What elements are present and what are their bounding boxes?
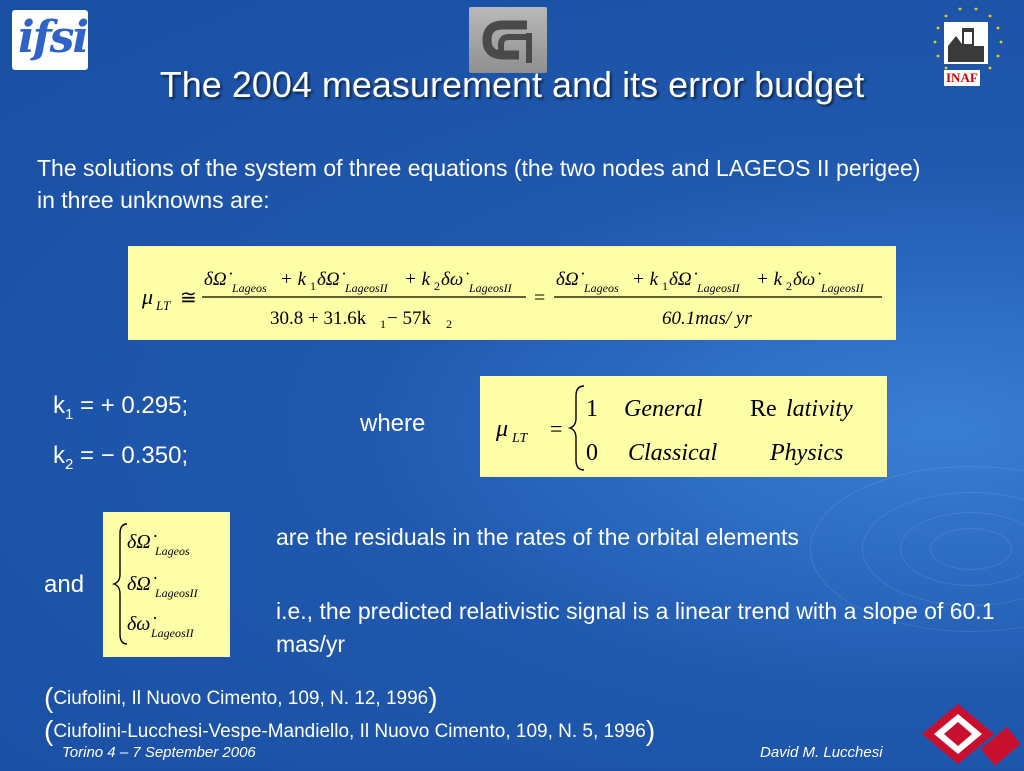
denominator-1-k1: 1 bbox=[380, 317, 386, 331]
mu-subscript: LT bbox=[512, 431, 528, 446]
numerator2-term-2-sub: LageosII bbox=[697, 281, 740, 295]
case-1-label-a: General bbox=[624, 396, 703, 422]
numerator2-term-1-sub: Lageos bbox=[584, 281, 619, 295]
denominator-1-k2: 2 bbox=[446, 317, 452, 331]
reference-1-text: Ciufolini, Il Nuovo Cimento, 109, N. 12, 1996 bbox=[53, 688, 429, 709]
inaf-logo-text: INAF bbox=[946, 70, 978, 85]
numerator2-term-3-sym: δω̇ bbox=[793, 269, 816, 290]
k2-letter: k bbox=[53, 442, 65, 469]
reference-2-text: Ciufolini-Lucchesi-Vespe-Mandiello, Il Nuovo Cimento, 109, N. 5, 1996 bbox=[53, 721, 646, 742]
numerator2-term-2-sym: δΩ̇ bbox=[669, 269, 692, 290]
approx-sign: ≅ bbox=[180, 287, 197, 309]
numerator2-term-2: + k bbox=[632, 269, 659, 290]
case-1-label-re: Re bbox=[750, 396, 777, 422]
numerator2-term-3-k: 2 bbox=[786, 279, 792, 293]
footer-author: David M. Lucchesi bbox=[760, 744, 883, 761]
numerator-term-2-sub: LageosII bbox=[345, 281, 388, 295]
numerator2-term-3-sub: LageosII bbox=[821, 281, 864, 295]
equals-sign: = bbox=[550, 416, 563, 441]
k2-value bbox=[53, 442, 188, 473]
residual-3: δω̇ bbox=[127, 613, 151, 635]
numerator-term-3-sub: LageosII bbox=[469, 281, 512, 295]
where-label: where bbox=[360, 410, 426, 437]
equation-residuals bbox=[103, 512, 230, 657]
residual-1-sub: Lageos bbox=[155, 544, 190, 558]
case-1-value: 1 bbox=[586, 396, 598, 422]
k2-subscript: 2 bbox=[65, 455, 74, 473]
numerator-term-2-sym: δΩ̇ bbox=[317, 269, 340, 290]
numerator-term-3-sym: δω̇ bbox=[441, 269, 464, 290]
ifsi-logo bbox=[12, 10, 88, 70]
equation-mu-lt-fraction bbox=[128, 246, 896, 340]
reference-1-close: ) bbox=[428, 682, 438, 713]
case-2-label-a: Classical bbox=[628, 440, 718, 466]
k1-number: = + 0.295; bbox=[73, 392, 189, 419]
k1-subscript: 1 bbox=[65, 405, 74, 423]
denominator-1: 30.8 + 31.6k bbox=[270, 308, 367, 329]
residual-3-sub: LageosII bbox=[151, 626, 194, 640]
footer-event: Torino 4 – 7 September 2006 bbox=[62, 744, 256, 761]
numerator2-term-2-k: 1 bbox=[662, 279, 668, 293]
equation-mu-lt-cases bbox=[480, 376, 887, 477]
k2-number: = − 0.350; bbox=[73, 442, 189, 469]
numerator-term-2: + k bbox=[280, 269, 307, 290]
reference-1 bbox=[44, 682, 438, 714]
slide-title: The 2004 measurement and its error budget bbox=[159, 64, 865, 105]
ifsi-logo-text: ifsi bbox=[18, 12, 88, 63]
numerator-term-2-k: 1 bbox=[310, 279, 316, 293]
residual-2: δΩ̇ bbox=[127, 573, 151, 595]
reference-1-open: ( bbox=[44, 682, 54, 713]
residual-1: δΩ̇ bbox=[127, 531, 151, 553]
reference-2-close: ) bbox=[645, 715, 656, 746]
numerator-term-1: δΩ̇ bbox=[204, 269, 227, 290]
intro-text: The solutions of the system of three equations (the two nodes and LAGEOS II perigee) in three unknowns are: bbox=[37, 155, 921, 213]
predicted-signal-text: i.e., the predicted relativistic signal is a linear trend with a slope of 60.1 mas/yr bbox=[276, 598, 995, 657]
case-2-label-b: Physics bbox=[770, 440, 844, 466]
residuals-text: are the residuals in the rates of the orbital elements bbox=[276, 524, 799, 550]
equals-sign: = bbox=[534, 287, 546, 309]
residual-2-sub: LageosII bbox=[155, 586, 198, 600]
numerator2-term-3: + k bbox=[756, 269, 783, 290]
mu-symbol: μ bbox=[496, 416, 509, 442]
mu-subscript: LT bbox=[156, 298, 171, 313]
numerator-term-3-k: 2 bbox=[434, 279, 440, 293]
denominator-1-mid: − 57k bbox=[387, 308, 431, 329]
k1-letter: k bbox=[53, 392, 65, 419]
denominator-2: 60.1mas/ yr bbox=[662, 308, 752, 329]
left-brace bbox=[570, 386, 584, 470]
k1-value bbox=[53, 392, 188, 423]
reference-2 bbox=[44, 715, 655, 747]
numerator-term-3: + k bbox=[404, 269, 431, 290]
case-2-value: 0 bbox=[586, 440, 598, 466]
and-label: and bbox=[44, 571, 85, 598]
sigrav-logo bbox=[920, 700, 1020, 766]
left-brace bbox=[114, 524, 127, 644]
numerator-term-1-sub: Lageos bbox=[232, 281, 267, 295]
mu-symbol: μ bbox=[142, 284, 154, 309]
reference-2-open: ( bbox=[44, 715, 54, 746]
case-1-label-b: lativity bbox=[786, 396, 853, 422]
numerator2-term-1: δΩ̇ bbox=[556, 269, 579, 290]
